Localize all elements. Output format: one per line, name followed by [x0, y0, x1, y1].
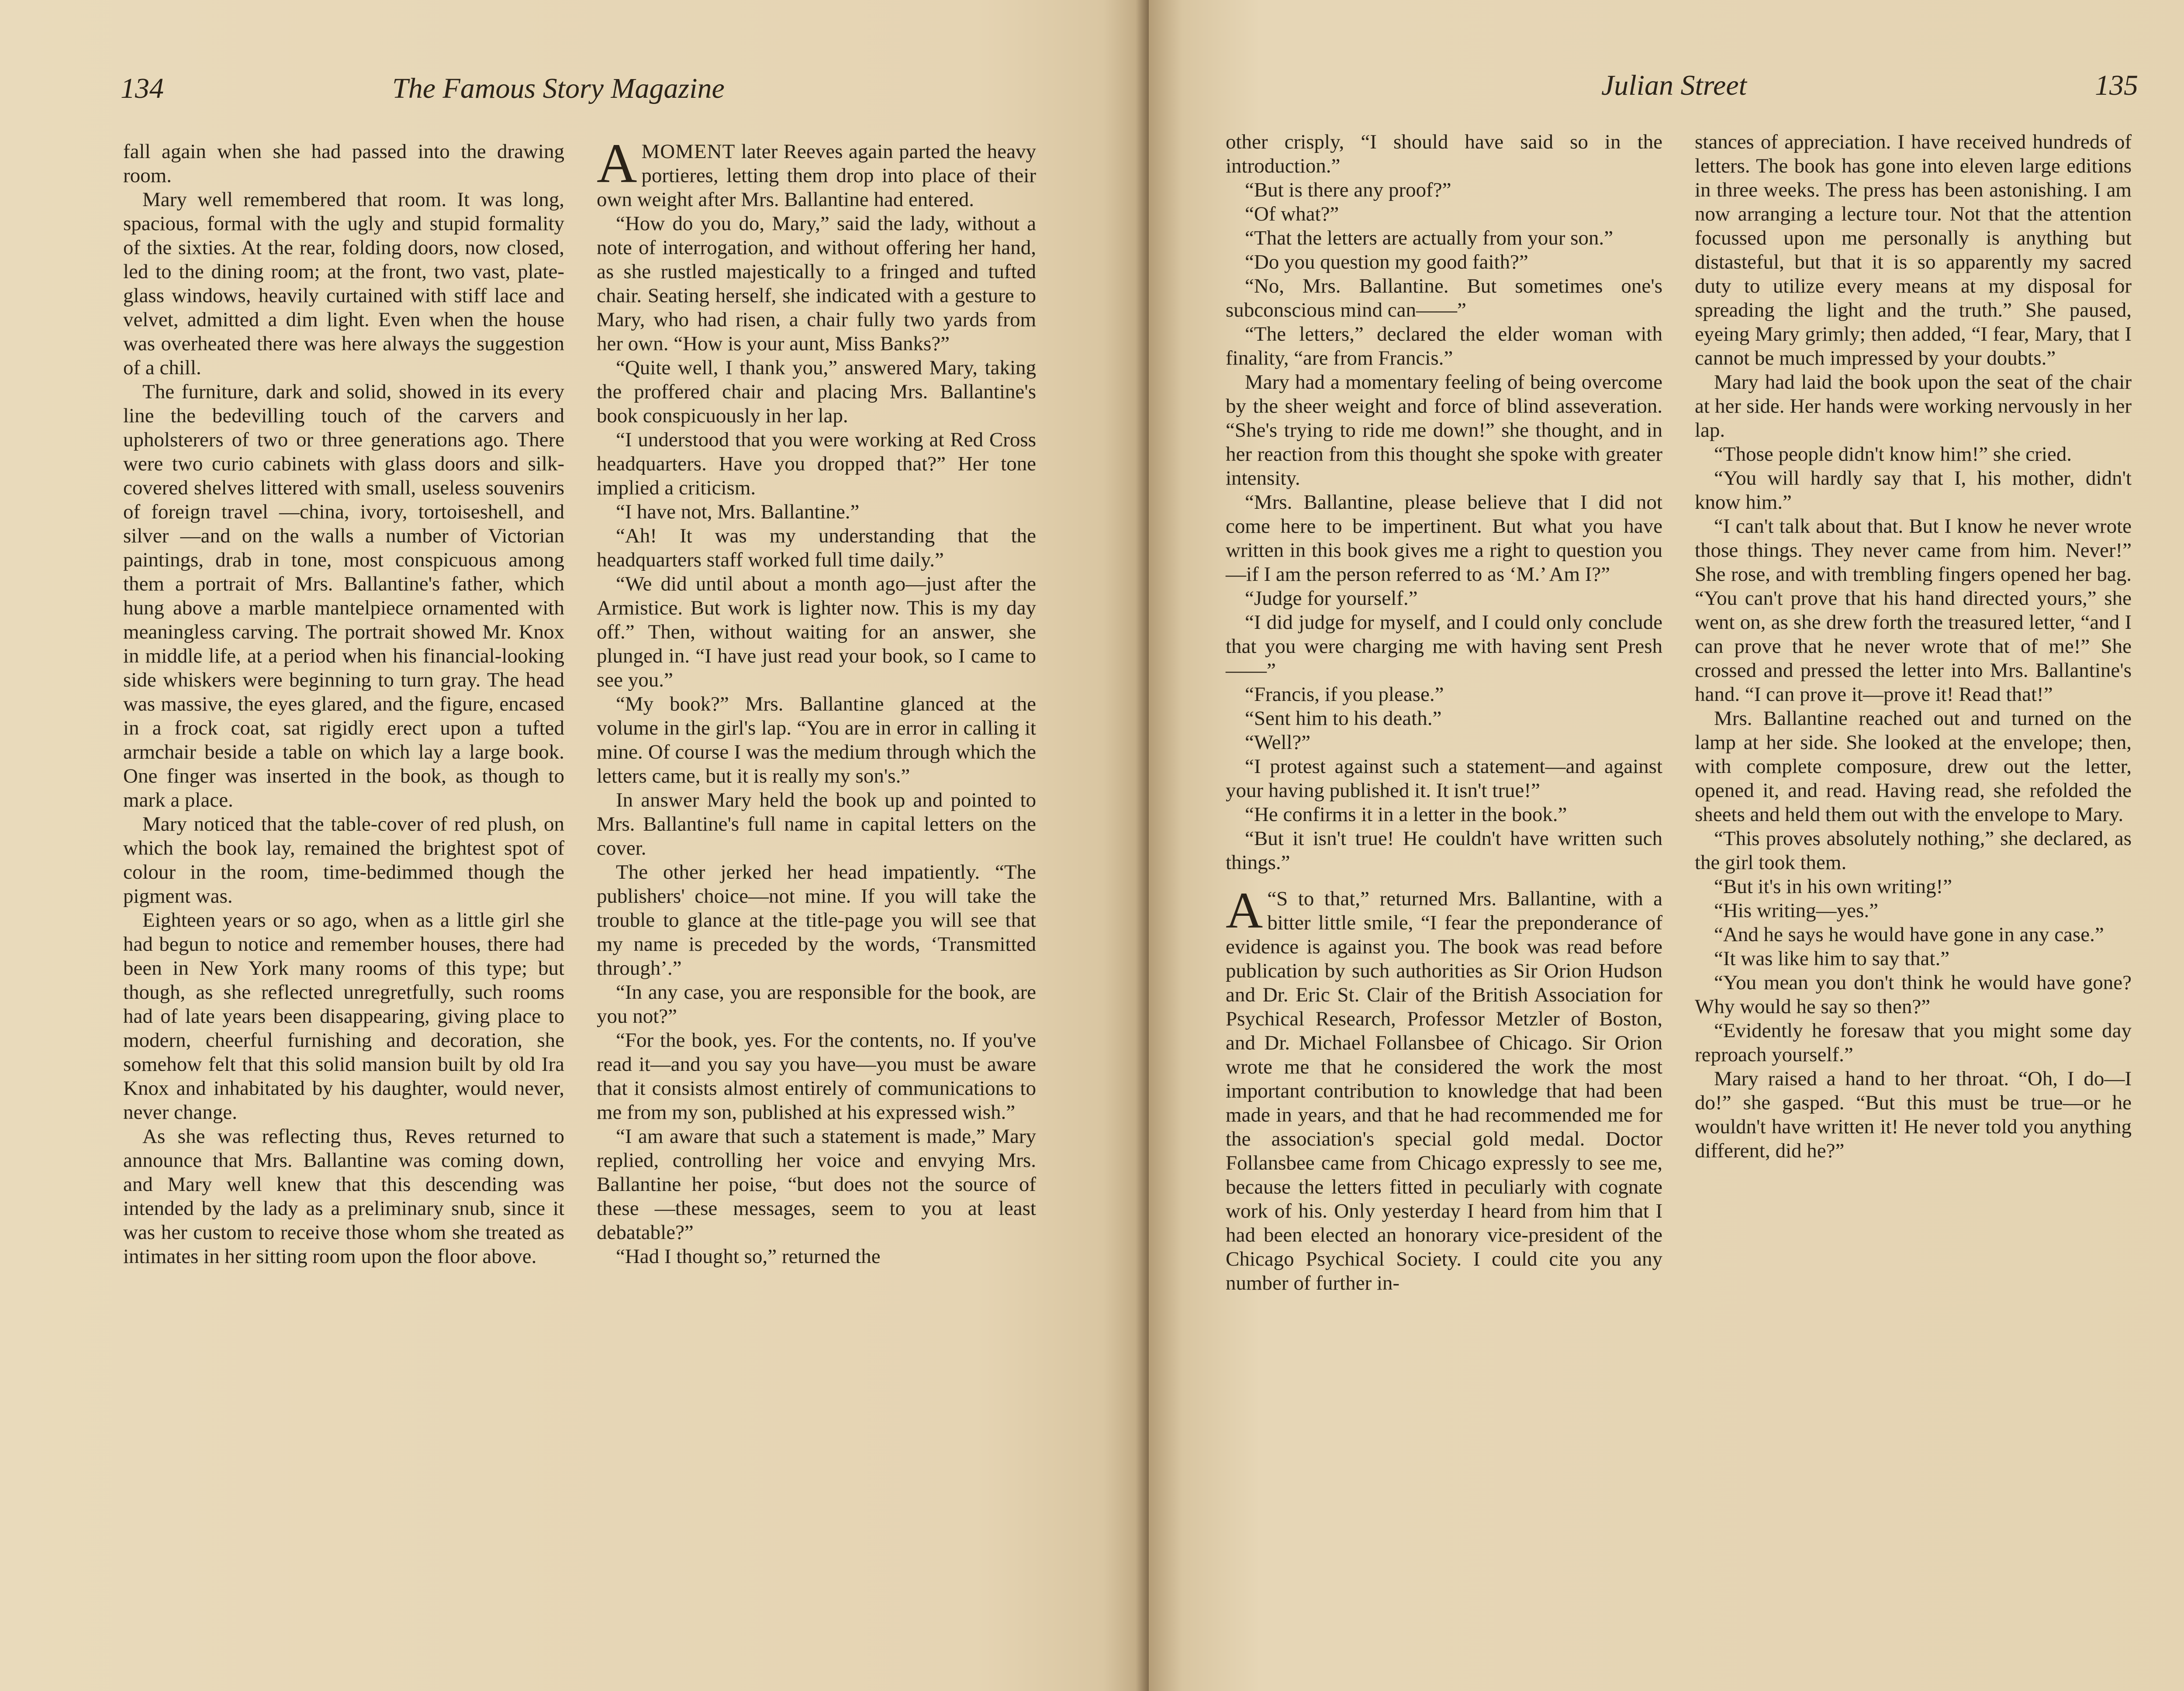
page-number-left: 134	[121, 72, 164, 104]
paragraph: Mary noticed that the table-cover of red plush, on which the book lay, remained the brightest spot of colour in the room, time-bedimmed though the pigment was.	[123, 813, 564, 908]
paragraph: “We did until about a month ago—just after the Armistice. But work is lighter now. This is my day off.” Then, without waiting for an answer, she plunged in. “I have just read your book, so I came to see you.”	[597, 573, 1036, 691]
paragraph: Mary well remembered that room. It was long, spacious, formal with the ugly and stupid formality of the sixties. At the rear, folding doors, now closed, led to the dining room; at the front, two vast, plate-glass windows, heavily curtained with stiff lace and velvet, admitted a dim light. Even when the house was overheated there was here always the suggestion of a chill.	[123, 188, 564, 379]
running-title-right: Julian Street	[1601, 69, 1747, 101]
paragraph: “He confirms it in a letter in the book.”	[1245, 803, 1567, 826]
paragraph: other crisply, “I should have said so in the introduction.”	[1226, 131, 1662, 177]
paragraph: “My book?” Mrs. Ballantine glanced at the volume in the girl's lap. “You are in error in calling it mine. Of course I was the medium through which the letters came, but it is really my son's.”	[597, 693, 1036, 787]
paragraph: stances of appreciation. I have received hundreds of letters. The book has gone into eleven large editions in three weeks. The press has been astonishing. I am now arranging a lecture tour. Not that the attention focussed upon me personally is anything but distasteful, but that it is so apparently my sacred duty to utilize every means at my disposal for spreading the light and the truth.” She paused, eyeing Mary grimly; then added, “I fear, Mary, that I cannot be much impressed by your doubts.”	[1695, 131, 2132, 369]
paragraph: “But it's in his own writing!”	[1714, 875, 1952, 898]
paragraph: In answer Mary held the book up and pointed to Mrs. Ballantine's full name in capital letters on the cover.	[597, 789, 1036, 859]
paragraph: “That the letters are actually from your son.”	[1245, 227, 1614, 249]
paragraph: “I did judge for myself, and I could only conclude that you were charging me with having sent Presh——”	[1226, 611, 1662, 682]
paragraph: “Those people didn't know him!” she cried.	[1714, 443, 2072, 466]
paragraph: “In any case, you are responsible for the book, are you not?”	[597, 981, 1036, 1028]
paragraph: “His writing—yes.”	[1714, 899, 1878, 922]
paragraph: “But is there any proof?”	[1245, 179, 1451, 201]
paragraph: As she was reflecting thus, Reves returned to announce that Mrs. Ballantine was coming down, and Mary well knew that this descending was intended by the lady as a preliminary snub, since it was her custom to receive those whom she treated as intimates in her sitting room upon the floor above.	[123, 1125, 564, 1268]
paragraph: Mary raised a hand to her throat. “Oh, I do—I do!” she gasped. “But this must be true—or he wouldn't have written it! He never told you anything different, did he?”	[1695, 1067, 2132, 1162]
paragraph: “It was like him to say that.”	[1714, 947, 1950, 970]
lead-caps: MOMENT	[641, 140, 736, 163]
paragraph: The furniture, dark and solid, showed in its every line the bedevilling touch of the carvers and upholsterers of two or three generations ago. There were two curio cabinets with glass doors and silk-covered shelves littered with small, useless souvenirs of foreign travel —china, ivory, tortoiseshell, and silver —and on the walls a number of Victorian paintings, drab in tone, most conspicuous among them a portrait of Mrs. Ballantine's father, which hung above a marble mantelpiece ornamented with meaningless carving. The portrait showed Mr. Knox in middle life, at a period when his financial-looking side whiskers were beginning to turn gray. The head was massive, the eyes glared, and the figure, encased in a frock coat, sat rigidly erect upon a tufted armchair beside a table on which lay a large book. One finger was inserted in the book, as though to mark a place.	[123, 380, 564, 811]
paragraph: “Quite well, I thank you,” answered Mary, taking the proffered chair and placing Mrs. Ballantine's book conspicuously in her lap.	[597, 356, 1036, 427]
paragraph: Mary had a momentary feeling of being overcome by the sheer weight and force of blind asseveration. “She's trying to ride me down!” she thought, and in her reaction from this thought she spoke with greater intensity.	[1226, 371, 1662, 490]
paragraph: Mrs. Ballantine reached out and turned on the lamp at her side. She looked at the envelope; then, with complete composure, drew out the letter, opened it, and read. Having read, she refolded the sheets and held them out with the envelope to Mary.	[1695, 707, 2132, 826]
paragraph: “I have not, Mrs. Ballantine.”	[616, 500, 860, 523]
paragraph: “But it isn't true! He couldn't have written such things.”	[1226, 827, 1662, 874]
paragraph: “I protest against such a statement—and against your having published it. It isn't true!”	[1226, 755, 1662, 802]
page-number-right: 135	[2095, 69, 2138, 101]
paragraph: “This proves absolutely nothing,” she declared, as the girl took them.	[1695, 827, 2132, 874]
paragraph: “No, Mrs. Ballantine. But sometimes one's subconscious mind can——”	[1226, 275, 1662, 321]
paragraph: “Ah! It was my understanding that the headquarters staff worked full time daily.”	[597, 525, 1036, 571]
paragraph: “Francis, if you please.”	[1245, 683, 1444, 706]
paragraph: “How do you do, Mary,” said the lady, without a note of interrogation, and without offering her hand, as she rustled majestically to a fringed and tufted chair. Seating herself, she indicated with a gesture to Mary, who had risen, a chair fully two yards from her own. “How is your aunt, Miss Banks?”	[597, 212, 1036, 355]
paragraph: “Mrs. Ballantine, please believe that I did not come here to be impertinent. But what you have written in this book gives me a right to question you—if I am the person referred to as ‘M.’ Am I?”	[1226, 491, 1662, 586]
drop-cap: A	[597, 132, 637, 194]
paragraph: “Well?”	[1245, 731, 1311, 754]
left-column-1	[123, 140, 564, 1269]
paragraph: “I understood that you were working at Red Cross headquarters. Have you dropped that?” Her tone implied a criticism.	[597, 428, 1036, 499]
paragraph: “For the book, yes. For the contents, no. If you've read it—and you say you have—you must be aware that it consists almost entirely of communications to me from my son, published at his expressed wish.”	[597, 1029, 1036, 1124]
paragraph: “And he says he would have gone in any case.”	[1714, 923, 2104, 946]
right-page	[1149, 0, 2184, 1691]
paragraph: “Of what?”	[1245, 203, 1339, 225]
paragraph: Eighteen years or so ago, when as a little girl she had begun to notice and remember houses, there had been in New York many rooms of this type; but though, as she reflected unregretfully, such rooms had of late years been disappearing, giving place to modern, cheerful furnishing and decoration, she somehow felt that this solid mansion built by old Ira Knox and inhabitated by his daughter, would never, never change.	[123, 909, 564, 1124]
section-opening-paragraph	[1226, 882, 1662, 1295]
paragraph: “I can't talk about that. But I know he never wrote those things. They never came from him. Never!” She rose, and with trembling fingers opened her bag. “You can't prove that his hand directed yours,” she went on, as she drew forth the treasured letter, “and I can prove that he never wrote that of me!” She crossed and pressed the letter into Mrs. Ballantine's hand. “I can prove it—prove it! Read that!”	[1695, 515, 2132, 706]
right-column-1	[1226, 130, 1662, 1295]
paragraph: “Evidently he foresaw that you might some day reproach yourself.”	[1695, 1019, 2132, 1066]
drop-cap: A	[1226, 882, 1263, 939]
right-column-2	[1695, 130, 2132, 1163]
paragraph: fall again when she had passed into the drawing room.	[123, 140, 564, 187]
section-opening-paragraph	[597, 132, 1036, 212]
open-quote: “	[1267, 887, 1277, 910]
paragraph: “Had I thought so,” returned the	[616, 1245, 881, 1268]
paragraph: “You will hardly say that I, his mother, didn't know him.”	[1695, 467, 2132, 514]
opening-text: S to that,” returned Mrs. Ballantine, with a bitter little smile, “I fear the preponderance of evidence is against you. The book was read before publication by such authorities as Sir Orion Hudson and Dr. Eric St. Clair of the British Association for Psychical Research, Professor Metzler of Boston, and Dr. Michael Follansbee of Chicago. Sir Orion wrote me that he considered the work the most important contribution to knowledge that had been made in years, and that he had recommended me for the association's special gold medal. Doctor Follansbee came from Chicago expressly to see me, because the letters fitted in peculiarly with cognate work of his. Only yesterday I heard from him that I had been elected an honorary vice-president of the Chicago Psychical Society. I could cite you any number of further in-	[1226, 887, 1662, 1294]
opening-text: later Reeves again parted the heavy portieres, letting them drop into place of their own weight after Mrs. Ballantine had entered.	[597, 140, 1036, 211]
paragraph: “Judge for yourself.”	[1245, 587, 1418, 610]
running-title-left: The Famous Story Magazine	[392, 72, 725, 104]
paragraph: The other jerked her head impatiently. “The publishers' choice—not mine. If you will take the trouble to glance at the title-page you will see that my name is preceded by the words, ‘Transmitted through’.”	[597, 861, 1036, 980]
paragraph: “The letters,” declared the elder woman with finality, “are from Francis.”	[1226, 323, 1662, 369]
left-column-2	[597, 132, 1036, 1269]
paragraph: Mary had laid the book upon the seat of the chair at her side. Her hands were working nervously in her lap.	[1695, 371, 2132, 442]
paragraph: “I am aware that such a statement is made,” Mary replied, controlling her voice and envying Mrs. Ballantine her poise, “but does not the source of these —these messages, seem to you at least debatable?”	[597, 1125, 1036, 1244]
paragraph: “Sent him to his death.”	[1245, 707, 1442, 730]
paragraph: “Do you question my good faith?”	[1245, 251, 1528, 273]
paragraph: “You mean you don't think he would have gone? Why would he say so then?”	[1695, 971, 2132, 1018]
